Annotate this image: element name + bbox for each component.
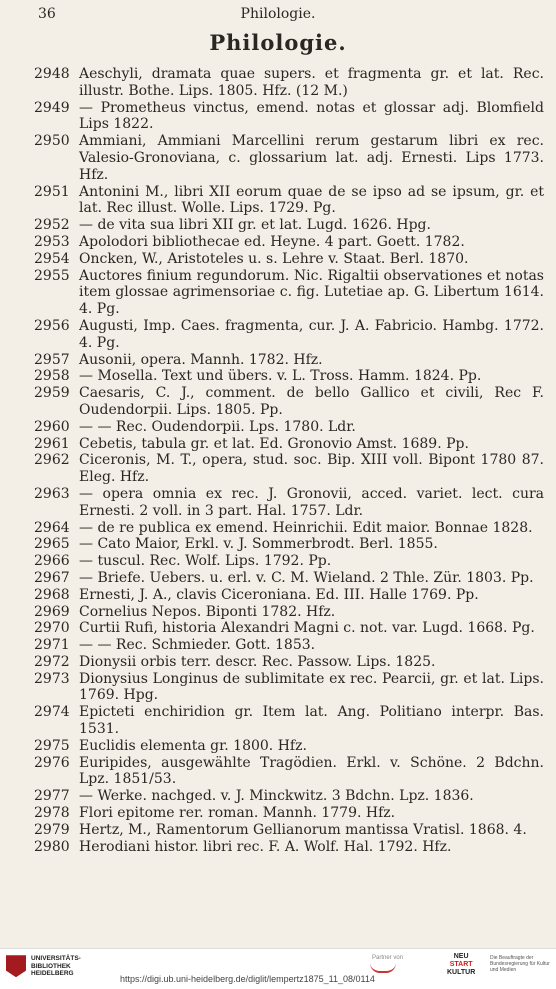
entry-number: 2962 [34, 452, 70, 469]
library-logo[interactable] [6, 955, 81, 978]
catalog-entry [34, 587, 544, 604]
catalog-entry [34, 654, 544, 671]
catalog-entry [34, 788, 544, 805]
entry-number: 2977 [34, 788, 70, 805]
entry-text: — tuscul. Rec. Wolf. Lips. 1792. Pp. [79, 553, 332, 570]
university-seal-icon [6, 955, 26, 977]
entry-text: — Cato Maior, Erkl. v. J. Sommerbrodt. Berl. 1855. [79, 536, 438, 553]
catalog-entry [34, 217, 544, 234]
catalog-entry [34, 436, 544, 453]
entry-number: 2956 [34, 317, 70, 334]
library-name: UNIVERSITÄTS- BIBLIOTHEK HEIDELBERG [31, 955, 81, 977]
catalog-entries [34, 66, 544, 855]
catalog-entry [34, 671, 544, 705]
entry-text: Aeschyli, dramata quae supers. et fragmenta gr. et lat. Rec. illustr. Bothe. Lips. 1805. Hfz. (12 M.) [79, 66, 544, 99]
catalog-entry [34, 234, 544, 251]
catalog-entry [34, 520, 544, 537]
entry-text: — opera omnia ex rec. J. Gronovii, acced. variet. lect. cura Ernesti. 2 voll. in 3 part. Hal. 1757. Ldr. [79, 485, 544, 519]
entry-text: Augusti, Imp. Caes. fragmenta, cur. J. A. Fabricio. Hambg. 1772. 4. Pg. [79, 317, 544, 351]
permalink-url[interactable]: https://digi.ub.uni-heidelberg.de/diglit/lempertz1875_11_08/0114 [120, 974, 375, 984]
catalog-entry [34, 368, 544, 385]
neustart-kultur-logo[interactable]: NEU START KULTUR [447, 953, 476, 976]
entry-number: 2959 [34, 385, 70, 402]
entry-number: 2965 [34, 536, 70, 553]
catalog-entry [34, 637, 544, 654]
catalog-entry [34, 184, 544, 218]
catalog-entry [34, 536, 544, 553]
entry-text: Herodiani histor. libri rec. F. A. Wolf. Hal. 1792. Hfz. [79, 838, 452, 855]
entry-number: 2954 [34, 250, 70, 267]
catalog-entry [34, 604, 544, 621]
entry-text: Dionysii orbis terr. descr. Rec. Passow. Lips. 1825. [79, 653, 436, 670]
entry-text: — de re publica ex emend. Heinrichii. Edit maior. Bonnae 1828. [79, 519, 533, 536]
viewer-footer [0, 948, 556, 989]
entry-text: Dionysius Longinus de sublimitate ex rec. Pearcii, gr. et lat. Lips. 1769. Hpg. [79, 670, 544, 704]
entry-text: Flori epitome rer. roman. Mannh. 1779. Hfz. [79, 805, 396, 822]
entry-text: Caesaris, C. J., comment. de bello Gallico et civili, Rec F. Oudendorpii. Lips. 1805. Pp. [79, 385, 544, 418]
entry-text: Oncken, W., Aristoteles u. s. Lehre v. Staat. Berl. 1870. [79, 250, 469, 267]
entry-text: Euclidis elementa gr. 1800. Hfz. [79, 737, 307, 754]
entry-number: 2960 [34, 418, 70, 435]
entry-number: 2961 [34, 435, 70, 452]
catalog-entry [34, 133, 544, 183]
entry-text: — Mosella. Text und übers. v. L. Tross. Hamm. 1824. Pp. [79, 368, 482, 385]
entry-number: 2975 [34, 737, 70, 754]
entry-text: — Briefe. Uebers. u. erl. v. C. M. Wieland. 2 Thle. Zür. 1803. Pp. [79, 569, 534, 586]
page-number: 36 [38, 6, 56, 22]
catalog-entry [34, 738, 544, 755]
entry-text: — Prometheus vinctus, emend. notas et glossar adj. Blomfield Lips 1822. [79, 99, 544, 133]
entry-number: 2978 [34, 805, 70, 822]
entry-number: 2971 [34, 637, 70, 654]
entry-text: — Werke. nachged. v. J. Minckwitz. 3 Bdchn. Lpz. 1836. [79, 788, 474, 805]
entry-number: 2949 [34, 99, 70, 116]
bund-logo-text: Die Beauftragte der Bundesregierung für Kultur und Medien [490, 955, 550, 973]
entry-text: Euripides, ausgewählte Tragödien. Erkl. v. Schöne. 2 Bdchn. Lpz. 1851/53. [79, 754, 544, 788]
entry-text: Auctores finium regundorum. Nic. Rigaltii observationes et notas item glossae agrimensoriae c. fig. Lutetiae ap. G. Libertum 1614. 4. Pg. [79, 267, 544, 318]
catalog-entry [34, 755, 544, 789]
catalog-entry [34, 419, 544, 436]
entry-number: 2972 [34, 653, 70, 670]
catalog-entry [34, 385, 544, 419]
entry-number: 2967 [34, 569, 70, 586]
partner-label: Partner von [372, 955, 404, 961]
entry-text: Curtii Rufi, historia Alexandri Magni c. not. var. Lugd. 1668. Pg. [79, 620, 535, 637]
entry-number: 2968 [34, 586, 70, 603]
section-title: Philologie. [209, 30, 347, 55]
catalog-entry [34, 100, 544, 134]
entry-text: Cornelius Nepos. Biponti 1782. Hfz. [79, 603, 336, 620]
entry-number: 2955 [34, 267, 70, 284]
catalog-entry [34, 553, 544, 570]
catalog-entry [34, 66, 544, 100]
entry-number: 2958 [34, 368, 70, 385]
entry-number: 2957 [34, 351, 70, 368]
entry-number: 2973 [34, 670, 70, 687]
running-head: Philologie. [240, 6, 316, 22]
catalog-entry [34, 318, 544, 352]
catalog-entry [34, 839, 544, 856]
entry-text: Epicteti enchiridion gr. Item lat. Ang. Politiano interpr. Bas. 1531. [79, 704, 544, 738]
catalog-entry [34, 822, 544, 839]
entry-text: — — Rec. Schmieder. Gott. 1853. [79, 637, 316, 654]
entry-text: Ammiani, Ammiani Marcellini rerum gestarum libri ex rec. Valesio-Gronoviana, c. glossarium lat. adj. Ernesti. Lips 1773. Hfz. [79, 133, 544, 183]
entry-text: Ausonii, opera. Mannh. 1782. Hfz. [79, 351, 323, 368]
entry-text: Cebetis, tabula gr. et lat. Ed. Gronovio Amst. 1689. Pp. [79, 435, 469, 452]
entry-number: 2974 [34, 704, 70, 721]
entry-number: 2953 [34, 233, 70, 250]
entry-number: 2951 [34, 183, 70, 200]
entry-number: 2952 [34, 217, 70, 234]
catalog-entry [34, 251, 544, 268]
entry-text: Ernesti, J. A., clavis Ciceroniana. Ed. III. Halle 1769. Pp. [79, 586, 479, 603]
catalog-entry [34, 570, 544, 587]
entry-number: 2966 [34, 553, 70, 570]
entry-text: Antonini M., libri XII eorum quae de se ipso ad se ipsum, gr. et lat. Rec illust. Wolle. Lips. 1729. Pg. [79, 183, 544, 217]
catalog-entry [34, 268, 544, 318]
entry-number: 2979 [34, 821, 70, 838]
entry-number: 2980 [34, 838, 70, 855]
entry-text: Ciceronis, M. T., opera, stud. soc. Bip. XIII voll. Bipont 1780 87. Eleg. Hfz. [79, 452, 544, 486]
entry-number: 2964 [34, 519, 70, 536]
partner-logo-icon [370, 963, 396, 973]
entry-number: 2976 [34, 754, 70, 771]
catalog-entry [34, 620, 544, 637]
catalog-entry [34, 704, 544, 738]
entry-text: Apolodori bibliothecae ed. Heyne. 4 part. Goett. 1782. [79, 233, 465, 250]
entry-number: 2963 [34, 485, 70, 502]
entry-text: — — Rec. Oudendorpii. Lps. 1780. Ldr. [79, 418, 356, 435]
entry-number: 2969 [34, 603, 70, 620]
entry-text: — de vita sua libri XII gr. et lat. Lugd. 1626. Hpg. [79, 217, 431, 234]
catalog-entry [34, 486, 544, 520]
entry-number: 2950 [34, 133, 70, 150]
entry-number: 2970 [34, 620, 70, 637]
catalog-entry [34, 352, 544, 369]
page-header [0, 4, 556, 24]
entry-number: 2948 [34, 66, 70, 82]
entry-text: Hertz, M., Ramentorum Gellianorum mantissa Vratisl. 1868. 4. [79, 821, 527, 838]
catalog-entry [34, 805, 544, 822]
catalog-entry [34, 452, 544, 486]
